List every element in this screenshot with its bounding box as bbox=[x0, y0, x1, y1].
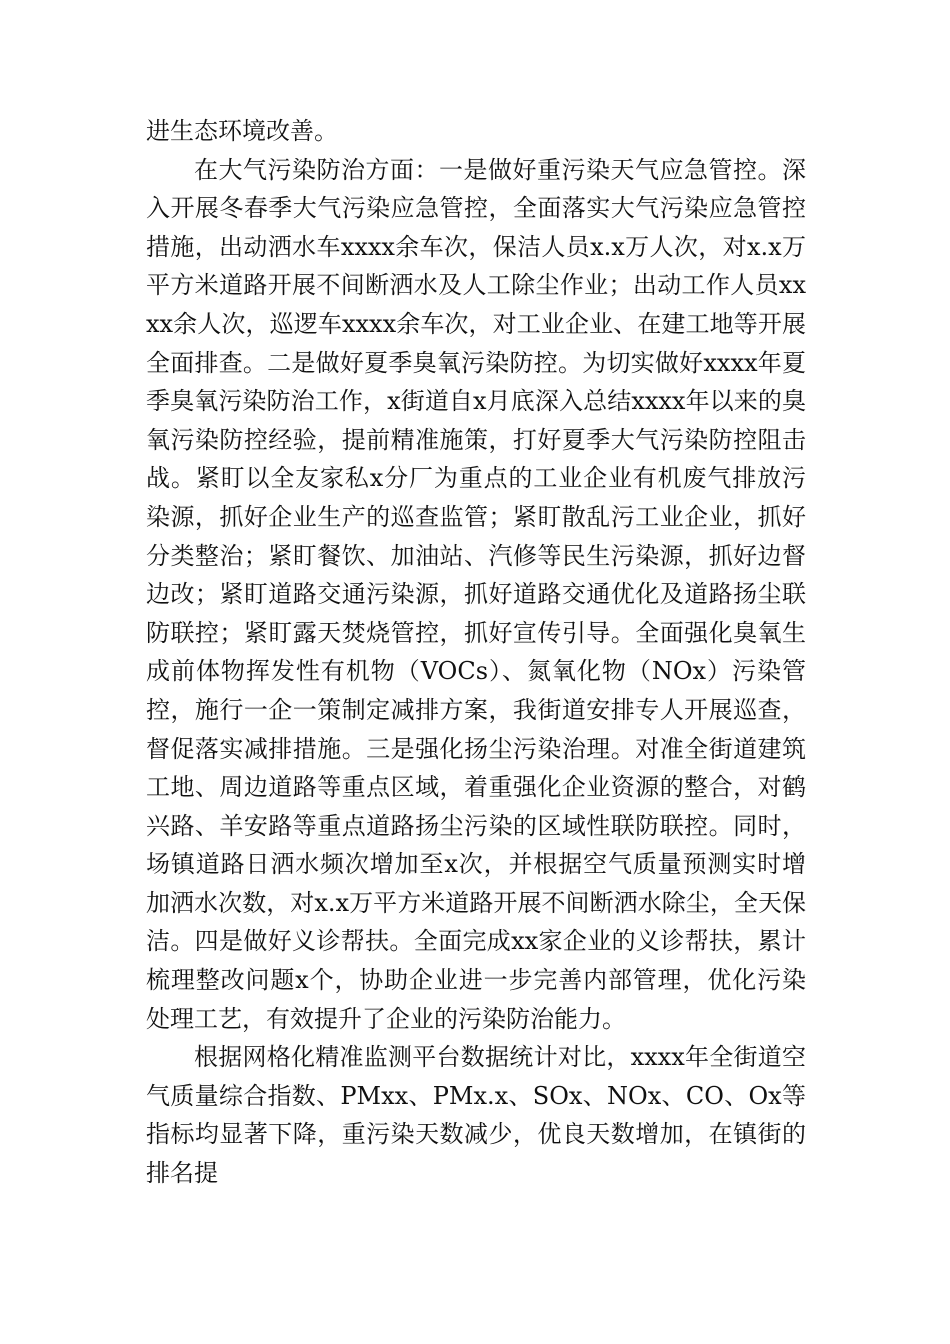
document-body bbox=[146, 112, 806, 1193]
paragraph-monitoring-results: 根据网格化精准监测平台数据统计对比，xxxx年全街道空气质量综合指数、PMxx、PMx.x、SOx、NOx、CO、Ox等指标均显著下降，重污染天数减少，优良天数增加，在镇街的排名提 bbox=[146, 1043, 806, 1188]
paragraph-continuation: 进生态环境改善。 bbox=[146, 117, 338, 145]
paragraph-air-pollution-control: 在大气污染防治方面：一是做好重污染天气应急管控。深入开展冬春季大气污染应急管控，全面落实大气污染应急管控措施，出动洒水车xxxx余车次，保洁人员x.x万人次，对x.x万平方米道路开展不间断洒水及人工除尘作业；出动工作人员xxxx余人次，巡逻车xxxx余车次，对工业企业、在建工地等开展全面排查。二是做好夏季臭氧污染防控。为切实做好xxxx年夏季臭氧污染防治工作，x街道自x月底深入总结xxxx年以来的臭氧污染防控经验，提前精准施策，打好夏季大气污染防控阻击战。紧盯以全友家私x分厂为重点的工业企业有机废气排放污染源，抓好企业生产的巡查监管；紧盯散乱污工业企业，抓好分类整治；紧盯餐饮、加油站、汽修等民生污染源，抓好边督边改；紧盯道路交通污染源，抓好道路交通优化及道路扬尘联防联控；紧盯露天焚烧管控，抓好宣传引导。全面强化臭氧生成前体物挥发性有机物（VOCs）、氮氧化物（NOx）污染管控，施行一企一策制定减排方案，我街道安排专人开展巡查，督促落实减排措施。三是强化扬尘污染治理。对准全街道建筑工地、周边道路等重点区域，着重强化企业资源的整合，对鹤兴路、羊安路等重点道路扬尘污染的区域性联防联控。同时，场镇道路日洒水频次增加至x次，并根据空气质量预测实时增加洒水次数，对x.x万平方米道路开展不间断洒水除尘，全天保洁。四是做好义诊帮扶。全面完成xx家企业的义诊帮扶，累计梳理整改问题x个，协助企业进一步完善内部管理，优化污染处理工艺，有效提升了企业的污染防治能力。 bbox=[146, 155, 806, 1033]
